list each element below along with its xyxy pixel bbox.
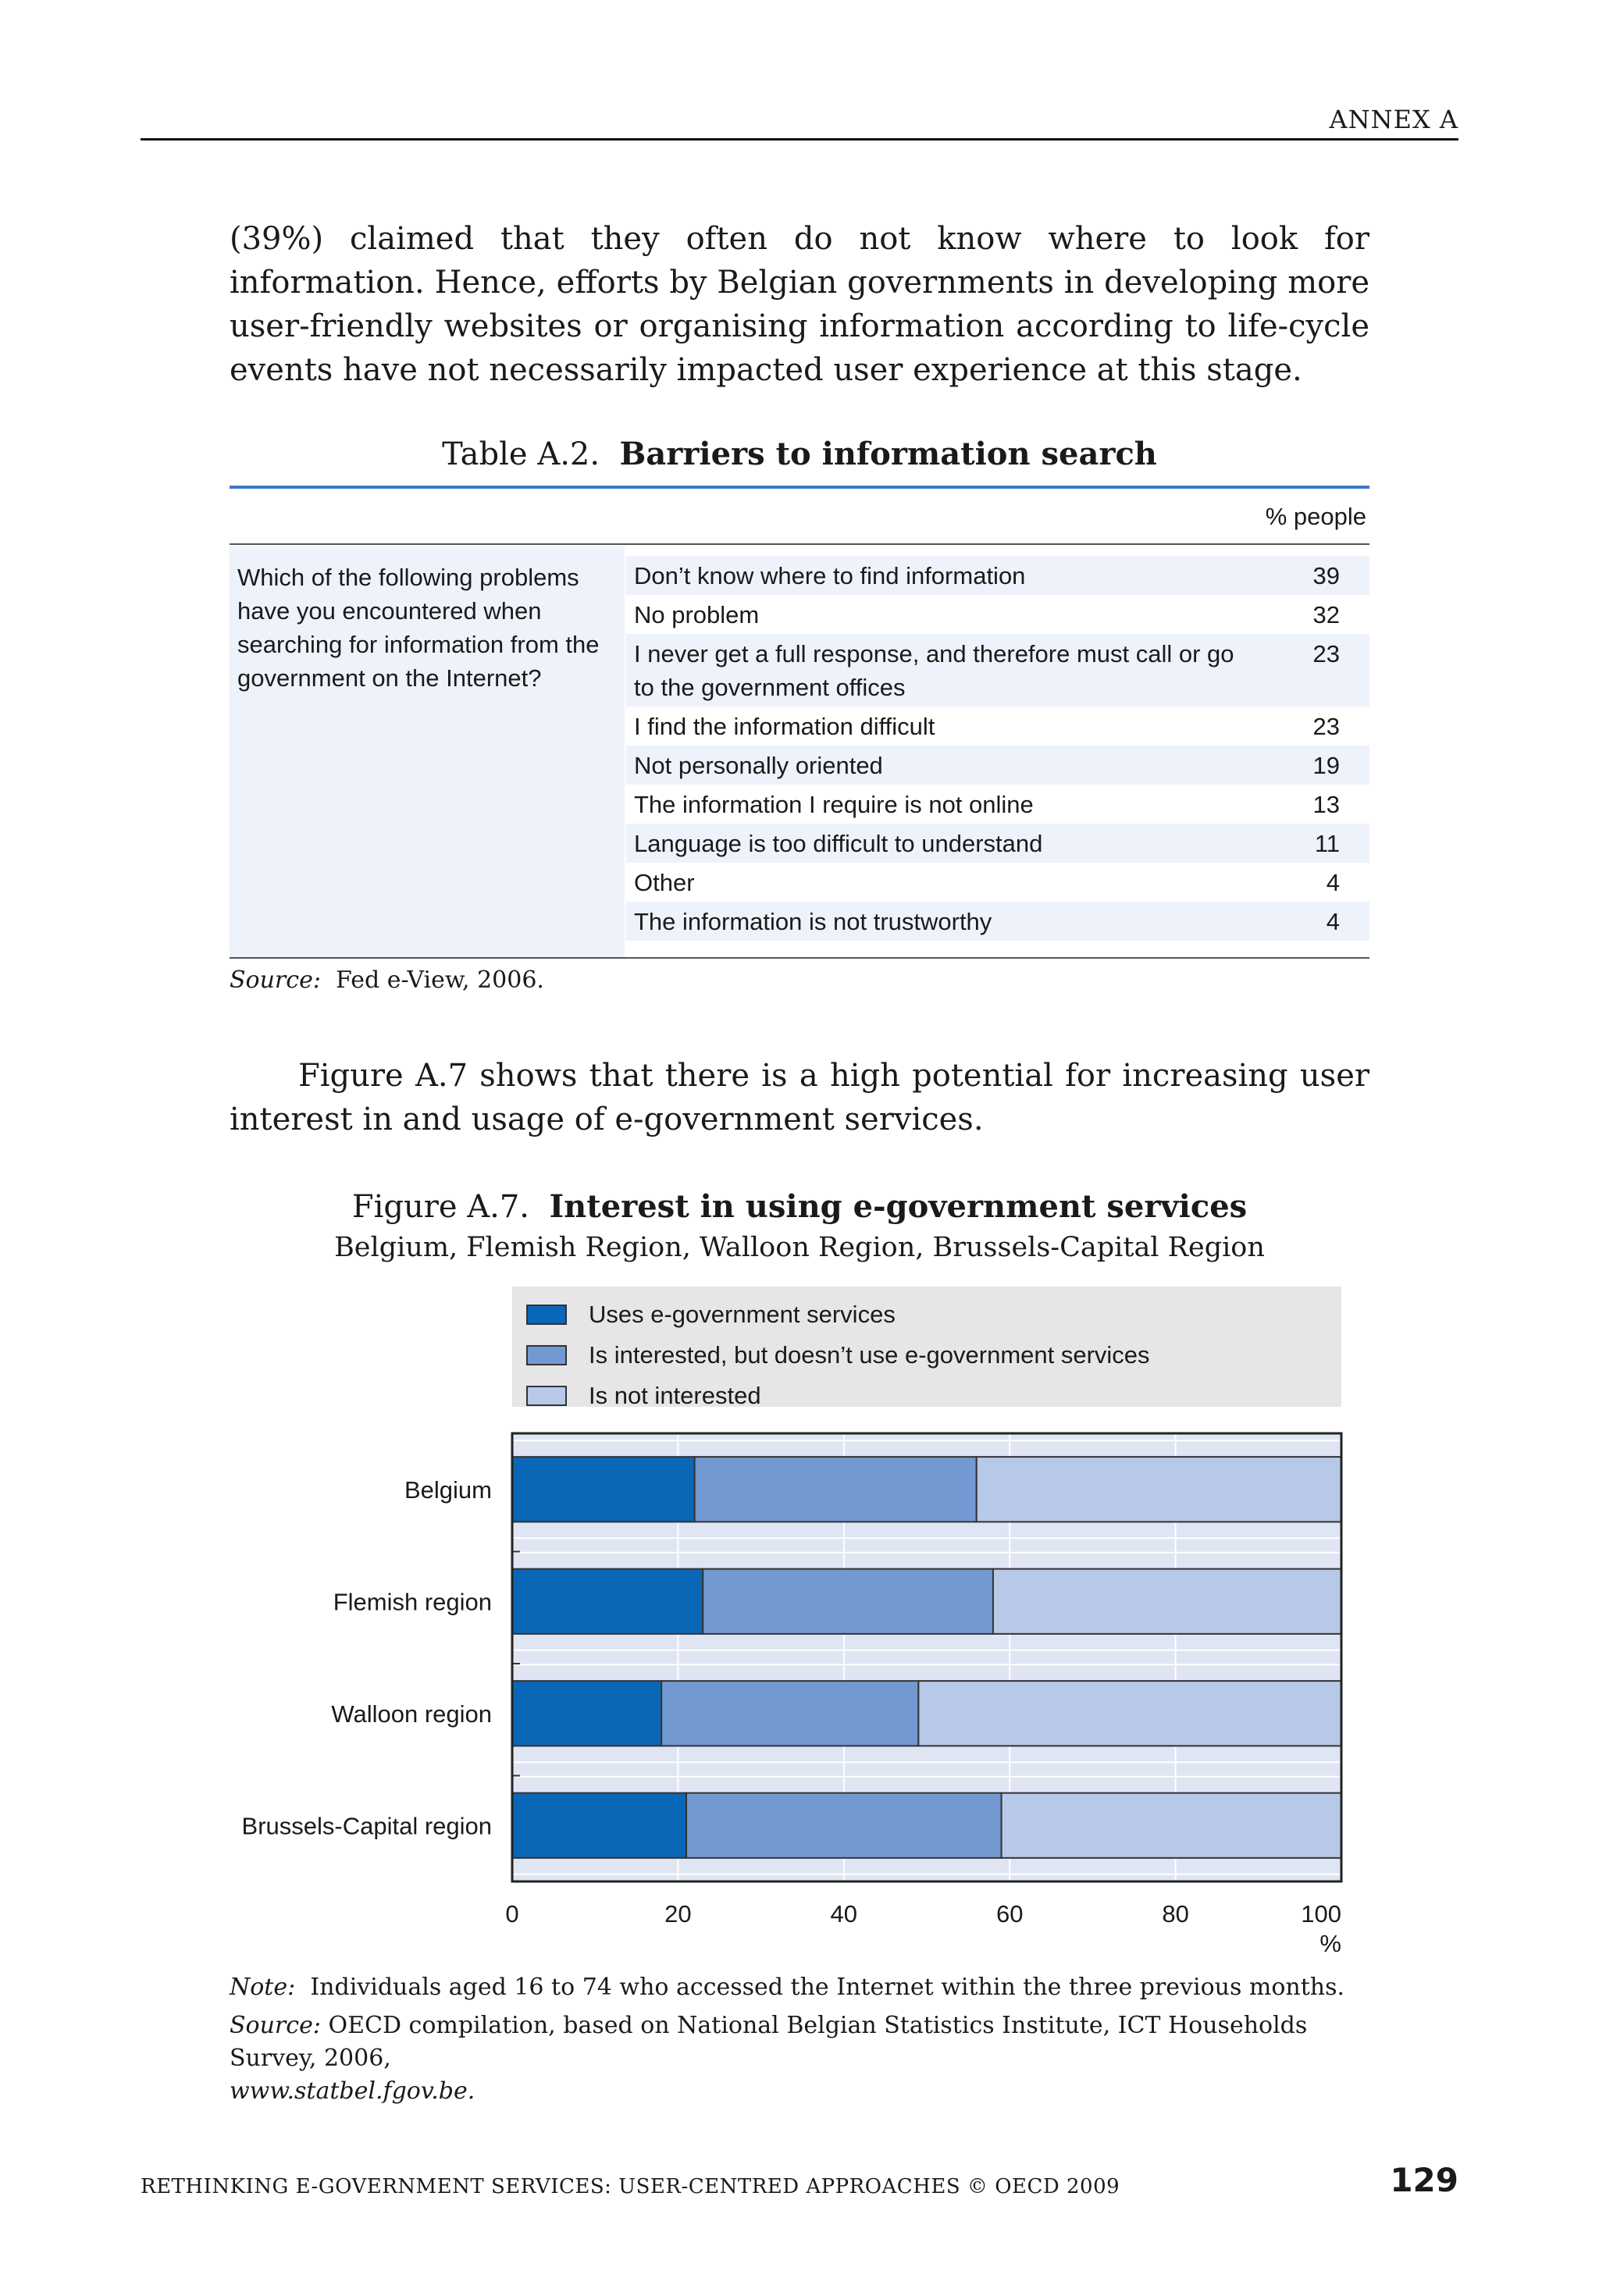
x-axis-label: %: [1319, 1930, 1341, 1957]
running-header: ANNEX A: [1329, 105, 1458, 134]
x-tick-label: 80: [1162, 1900, 1189, 1928]
legend-label: Is interested, but doesn’t use e-government services: [589, 1341, 1150, 1369]
figure-note-text: Individuals aged 16 to 74 who accessed the Internet within the three previous months.: [310, 1974, 1345, 2001]
table-row-value: 32: [1312, 601, 1340, 628]
table-row-label: Not personally oriented: [634, 752, 883, 779]
table-row-value: 23: [1312, 640, 1340, 667]
bar-segment: [661, 1681, 918, 1746]
figure-title-text: Interest in using e-government services: [549, 1188, 1248, 1225]
table-row-value: 39: [1312, 562, 1340, 589]
bar-segment: [512, 1681, 661, 1746]
table-source-text: Fed e-View, 2006.: [336, 966, 544, 994]
page-number: 129: [1390, 2161, 1458, 2199]
bar-segment: [977, 1457, 1341, 1522]
x-tick-label: 40: [830, 1900, 858, 1928]
table-row-label: I never get a full response, and therefore must call or go to the government offices: [634, 640, 1234, 701]
category-label: Flemish region: [333, 1588, 492, 1616]
table-row-label: Other: [634, 869, 695, 896]
table-row-label: The information is not trustworthy: [634, 908, 992, 935]
table-row-value: 4: [1326, 869, 1340, 896]
bar-segment: [512, 1793, 686, 1858]
bar-segment: [993, 1569, 1341, 1634]
bar-segment: [512, 1457, 695, 1522]
table-row-label: The information I require is not online: [634, 791, 1034, 818]
category-label: Walloon region: [331, 1700, 492, 1728]
table-question: Which of the following problems have you encountered when searching for information from the government on the Internet?: [237, 564, 600, 692]
bar-segment: [703, 1569, 993, 1634]
table-row-label: No problem: [634, 601, 760, 628]
body-paragraph-2: Figure A.7 shows that there is a high potential for increasing user interest in and usage of e-government services.: [230, 1058, 1369, 1137]
table-row-value: 23: [1312, 713, 1340, 740]
figure-note: [230, 1974, 1344, 2001]
table-unit: % people: [1265, 503, 1366, 530]
legend-label: Uses e-government services: [589, 1301, 896, 1328]
bar-segment: [695, 1457, 977, 1522]
table-source-label: Source:: [230, 966, 321, 994]
bar-segment: [918, 1681, 1341, 1746]
table-row-label: I find the information difficult: [634, 713, 935, 740]
table-row-label: Language is too difficult to understand: [634, 830, 1043, 857]
bar-segment: [1002, 1793, 1341, 1858]
x-tick-label: 0: [505, 1900, 519, 1928]
x-tick-label: 60: [995, 1900, 1024, 1928]
table-row-value: 13: [1312, 791, 1340, 818]
x-tick-label: 100: [1301, 1900, 1341, 1928]
bar-segment: [686, 1793, 1002, 1858]
table-number: Table A.2.: [442, 436, 600, 472]
table-row-value: 11: [1314, 830, 1340, 857]
figure-source: [230, 2009, 1369, 2108]
figure-note-label: Note:: [230, 1974, 296, 2001]
bar-segment: [512, 1569, 703, 1634]
category-label: Brussels-Capital region: [241, 1812, 492, 1840]
figure-subtitle: Belgium, Flemish Region, Walloon Region, Brussels-Capital Region: [334, 1232, 1265, 1263]
figure-source-text: OECD compilation, based on National Belgian Statistics Institute, ICT Households Survey, 2006,: [230, 2012, 1308, 2072]
table-title-text: Barriers to information search: [619, 436, 1157, 472]
figure-source-label: Source:: [230, 2012, 321, 2039]
figure-number: Figure A.7.: [351, 1189, 529, 1225]
figure-source-url[interactable]: www.statbel.fgov.be.: [230, 2077, 475, 2105]
legend-label: Is not interested: [589, 1382, 761, 1409]
category-label: Belgium: [404, 1475, 492, 1504]
body-paragraph-1: (39%) claimed that they often do not know where to look for information. Hence, efforts by Belgian governments in developing more user-friendly websites or organising information according to life-cycle events have not necessarily impacted user experience at this stage.: [230, 221, 1369, 388]
table-row-value: 19: [1312, 752, 1340, 779]
x-tick-label: 20: [664, 1900, 692, 1928]
footer-text: RETHINKING E-GOVERNMENT SERVICES: USER-CENTRED APPROACHES © OECD 2009: [141, 2175, 1120, 2198]
table-row-label: Don’t know where to find information: [634, 562, 1026, 589]
table-row-value: 4: [1326, 908, 1340, 935]
